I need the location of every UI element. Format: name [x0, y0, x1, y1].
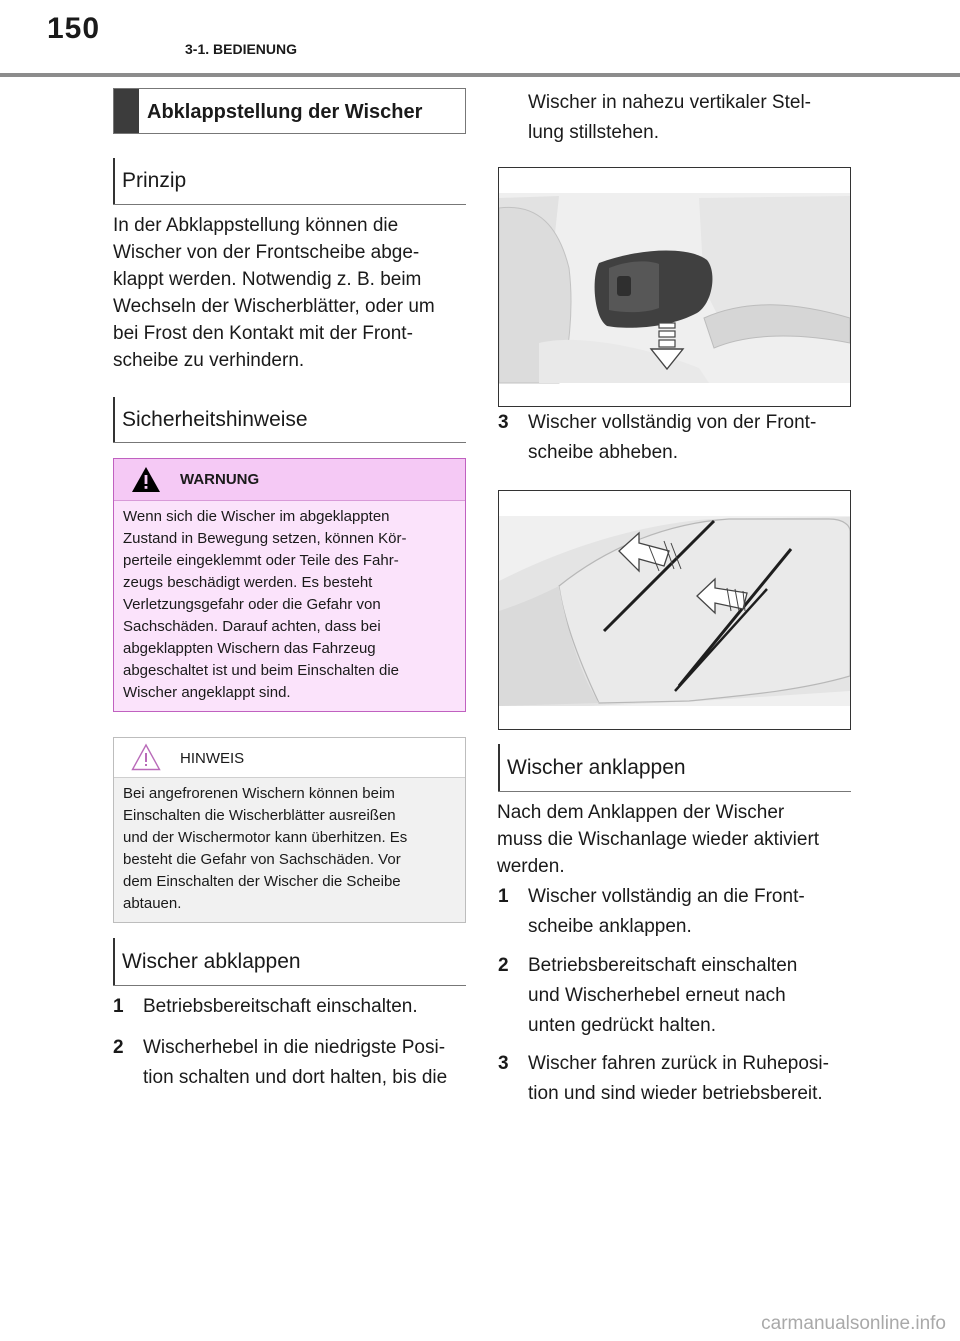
subheading-prinzip-title: Prinzip	[122, 169, 187, 192]
text-line: und Wischerhebel erneut nach	[528, 985, 786, 1006]
warning-title: WARNUNG	[180, 471, 260, 488]
subheading-bar	[498, 744, 500, 792]
text-line: und der Wischermotor kann überhitzen. Es	[123, 829, 408, 846]
text-line: besteht die Gefahr von Sachschäden. Vor	[123, 851, 401, 868]
figure-wiper-lever	[498, 167, 851, 407]
prinzip-paragraph	[113, 212, 473, 374]
wiper-lever-illustration	[499, 168, 850, 406]
section-heading	[113, 88, 466, 134]
step-item	[113, 1033, 473, 1093]
text-line: scheibe abheben.	[528, 442, 679, 463]
subheading-rule	[498, 791, 851, 792]
text-line: Wischer in nahezu vertikaler Stel-	[528, 92, 811, 113]
text-line: Wischer angeklappt sind.	[123, 684, 291, 701]
step-item	[498, 408, 858, 468]
step-number: 1	[113, 996, 124, 1017]
subheading-abklappen	[113, 938, 466, 986]
page-header	[0, 0, 960, 78]
step-number: 3	[498, 412, 509, 433]
chapter-title: 3-1. BEDIENUNG	[185, 41, 298, 57]
step-item	[498, 951, 858, 1041]
text-line: werden.	[497, 856, 565, 877]
text-line: abgeklappten Wischern das Fahrzeug	[123, 640, 376, 657]
warning-header	[114, 459, 465, 501]
step-number: 2	[498, 955, 509, 976]
step-number: 1	[498, 886, 509, 907]
step-item	[113, 992, 473, 1022]
text-line: Nach dem Anklappen der Wischer	[497, 802, 785, 823]
notice-title: HINWEIS	[180, 750, 245, 767]
figure-wipers-lifted	[498, 490, 851, 730]
subheading-sicherheit	[113, 397, 466, 443]
header-rule	[0, 73, 960, 77]
warning-triangle-icon	[131, 466, 161, 493]
subheading-rule	[113, 985, 466, 986]
text-line: Sachschäden. Darauf achten, dass bei	[123, 618, 381, 635]
step-text	[143, 992, 473, 1022]
step-text	[528, 882, 858, 942]
text-line: Zustand in Bewegung setzen, können Kör-	[123, 530, 407, 547]
text-line: tion schalten und dort halten, bis die	[143, 1067, 448, 1088]
wipers-lifted-illustration	[499, 491, 850, 729]
notice-box	[113, 737, 466, 923]
step-continuation	[498, 88, 858, 148]
warning-box	[113, 458, 466, 712]
text-line: Wischerhebel in die niedrigste Posi-	[143, 1037, 446, 1058]
step-text	[528, 951, 858, 1041]
text-line: bei Frost den Kontakt mit der Front-	[113, 323, 413, 344]
text-line: In der Abklappstellung können die	[113, 215, 399, 236]
watermark-link[interactable]: carmanualsonline.info	[761, 1313, 946, 1334]
notice-header	[114, 738, 465, 778]
text-line: lung stillstehen.	[528, 122, 659, 143]
step-item	[498, 1049, 858, 1109]
text-line: Bei angefrorenen Wischern können beim	[123, 785, 395, 802]
text-line: Wischer von der Frontscheibe abge-	[113, 242, 420, 263]
text-line: dem Einschalten der Wischer die Scheibe	[123, 873, 401, 890]
anklappen-intro	[497, 799, 857, 880]
text-line: Wenn sich die Wischer im abgeklappten	[123, 508, 390, 525]
subheading-bar	[113, 938, 115, 986]
text-line: abgeschaltet ist und beim Einschalten die	[123, 662, 400, 679]
subheading-sicherheit-title: Sicherheitshinweise	[122, 408, 308, 431]
subheading-bar	[113, 397, 115, 443]
text-line: Betriebsbereitschaft einschalten	[528, 955, 798, 976]
step-text	[528, 408, 858, 468]
text-line: unten gedrückt halten.	[528, 1015, 717, 1036]
text-line: Einschalten die Wischerblätter ausreißen	[123, 807, 396, 824]
text-line: Wischer vollständig an die Front-	[528, 886, 805, 907]
text-line: tion und sind wieder betriebsbereit.	[528, 1083, 823, 1104]
subheading-rule	[113, 442, 466, 443]
notice-triangle-icon	[131, 743, 161, 771]
text-line: muss die Wischanlage wieder aktiviert	[497, 829, 820, 850]
text-line: scheibe zu verhindern.	[113, 350, 305, 371]
text-line: perteile eingeklemmt oder Teile des Fahr-	[123, 552, 399, 569]
text-line: Betriebsbereitschaft einschalten.	[143, 996, 418, 1017]
text-line: Wischer vollständig von der Front-	[528, 412, 817, 433]
step-text	[143, 1033, 473, 1093]
subheading-abklappen-title: Wischer abklappen	[122, 950, 301, 973]
step-number: 3	[498, 1053, 509, 1074]
step-text	[528, 88, 858, 148]
text-line: abtauen.	[123, 895, 182, 912]
text-line: Verletzungsgefahr oder die Gefahr von	[123, 596, 381, 613]
subheading-bar	[113, 158, 115, 205]
warning-text	[123, 506, 459, 704]
step-item	[498, 882, 858, 942]
step-text	[528, 1049, 858, 1109]
text-line: klappt werden. Notwendig z. B. beim	[113, 269, 422, 290]
notice-text	[123, 783, 459, 915]
step-number: 2	[113, 1037, 124, 1058]
section-heading-bar	[114, 89, 139, 133]
text-line: Wechseln der Wischerblätter, oder um	[113, 296, 435, 317]
subheading-rule	[113, 204, 466, 205]
subheading-prinzip	[113, 158, 466, 205]
text-line: zeugs beschädigt werden. Es besteht	[123, 574, 373, 591]
text-line: Wischer fahren zurück in Ruheposi-	[528, 1053, 829, 1074]
subheading-anklappen	[498, 744, 851, 792]
subheading-anklappen-title: Wischer anklappen	[507, 756, 686, 779]
text-line: scheibe anklappen.	[528, 916, 692, 937]
section-heading-title: Abklappstellung der Wischer	[147, 101, 423, 123]
page-number: 150	[47, 12, 101, 45]
